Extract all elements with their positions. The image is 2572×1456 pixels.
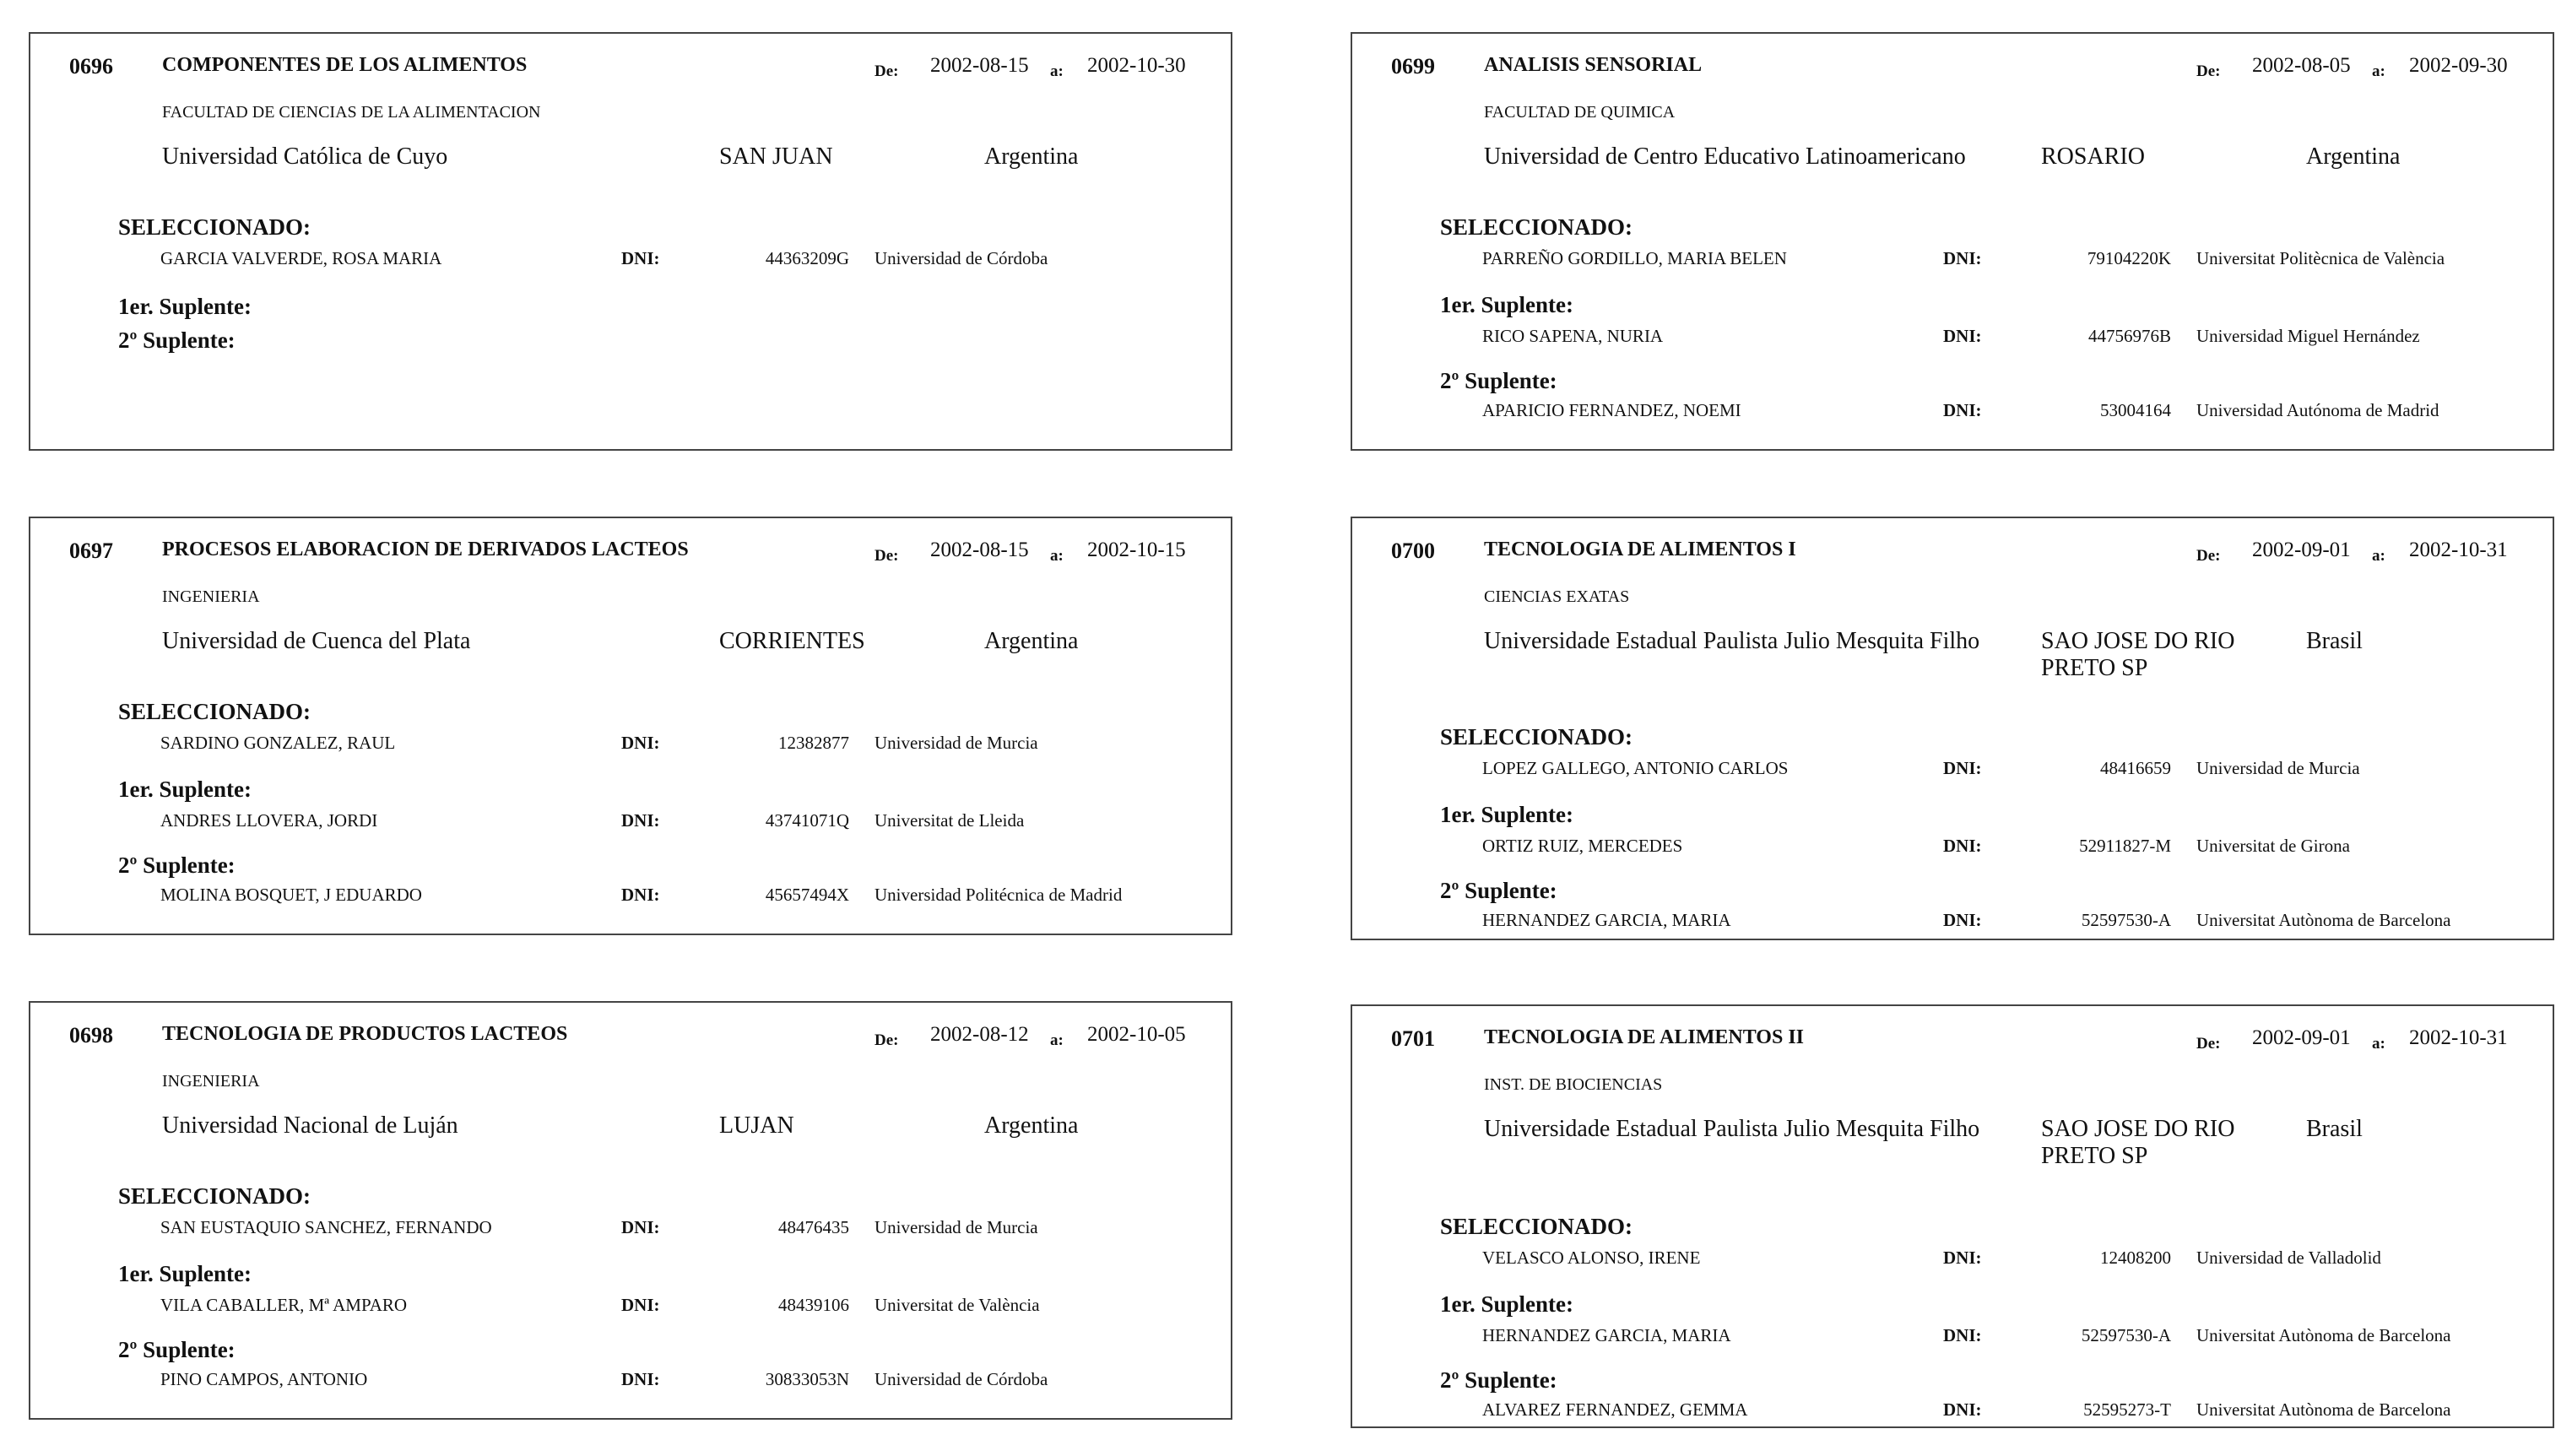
course-card-0700 <box>1351 517 2554 940</box>
dni-label: DNI: <box>621 733 660 753</box>
date-from-label: De: <box>874 62 899 80</box>
date-from: 2002-08-05 <box>2252 54 2351 77</box>
date-to-label: a: <box>2372 62 2385 80</box>
course-card-0701 <box>1351 1004 2554 1428</box>
date-to: 2002-10-05 <box>1087 1023 1186 1046</box>
dni-label: DNI: <box>1943 326 1982 346</box>
date-to-label: a: <box>1050 547 1064 565</box>
host-university: Universidad Nacional de Luján <box>162 1112 458 1139</box>
course-title: TECNOLOGIA DE ALIMENTOS II <box>1484 1026 1804 1048</box>
substitute2-name: HERNANDEZ GARCIA, MARIA <box>1482 910 1731 930</box>
selected-heading: SELECCIONADO: <box>118 1183 311 1209</box>
city-line-1: SAO JOSE DO RIO <box>2041 628 2235 654</box>
substitute2-dni: 53004164 <box>2100 400 2171 420</box>
city-line-1: SAN JUAN <box>719 143 833 170</box>
substitute1-dni: 43741071Q <box>765 810 849 831</box>
selected-university: Universidad de Córdoba <box>874 248 1048 268</box>
dni-label: DNI: <box>621 885 660 905</box>
city <box>2041 628 2234 682</box>
host-university: Universidad de Centro Educativo Latinoamericano <box>1484 143 1966 170</box>
country: Argentina <box>2306 143 2401 170</box>
substitute1-dni: 48439106 <box>778 1295 849 1315</box>
date-from: 2002-08-15 <box>930 539 1029 561</box>
course-card-0699 <box>1351 32 2554 451</box>
course-title: TECNOLOGIA DE ALIMENTOS I <box>1484 539 1796 560</box>
selected-name: PARREÑO GORDILLO, MARIA BELEN <box>1482 248 1787 268</box>
dni-label: DNI: <box>1943 758 1982 778</box>
substitute1-heading: 1er. Suplente: <box>1440 802 1574 827</box>
selected-heading: SELECCIONADO: <box>1440 1214 1633 1239</box>
selected-name: GARCIA VALVERDE, ROSA MARIA <box>160 248 442 268</box>
date-to: 2002-09-30 <box>2409 54 2508 77</box>
host-university: Universidad de Cuenca del Plata <box>162 628 471 654</box>
date-from-label: De: <box>874 1031 899 1049</box>
faculty: INGENIERIA <box>162 1072 260 1091</box>
course-title: TECNOLOGIA DE PRODUCTOS LACTEOS <box>162 1023 568 1045</box>
faculty: INGENIERIA <box>162 587 260 606</box>
substitute1-name: RICO SAPENA, NURIA <box>1482 326 1664 346</box>
substitute2-name: APARICIO FERNANDEZ, NOEMI <box>1482 400 1741 420</box>
substitute2-heading: 2º Suplente: <box>118 852 236 878</box>
substitute1-heading: 1er. Suplente: <box>118 1261 252 1286</box>
faculty: CIENCIAS EXATAS <box>1484 587 1630 606</box>
selected-university: Universidad de Valladolid <box>2196 1248 2381 1268</box>
course-code: 0696 <box>69 54 113 78</box>
host-university: Universidade Estadual Paulista Julio Mesquita Filho <box>1484 628 1980 654</box>
date-to: 2002-10-31 <box>2409 1026 2508 1049</box>
dni-label: DNI: <box>1943 248 1982 268</box>
selected-university: Universidad de Murcia <box>2196 758 2360 778</box>
dni-label: DNI: <box>621 810 660 831</box>
city <box>2041 1116 2234 1170</box>
substitute1-university: Universitat de Lleida <box>874 810 1025 831</box>
substitute2-university: Universidad de Córdoba <box>874 1369 1048 1389</box>
course-code: 0700 <box>1391 539 1435 563</box>
date-from: 2002-08-12 <box>930 1023 1029 1046</box>
faculty: INST. DE BIOCIENCIAS <box>1484 1075 1663 1094</box>
substitute2-name: PINO CAMPOS, ANTONIO <box>160 1369 368 1389</box>
substitute2-heading: 2º Suplente: <box>1440 878 1557 903</box>
substitute1-heading: 1er. Suplente: <box>1440 292 1574 317</box>
substitute1-heading: 1er. Suplente: <box>118 294 252 319</box>
substitute2-dni: 45657494X <box>765 885 849 905</box>
substitute2-name: MOLINA BOSQUET, J EDUARDO <box>160 885 422 905</box>
substitute1-name: ORTIZ RUIZ, MERCEDES <box>1482 836 1683 856</box>
substitute2-heading: 2º Suplente: <box>1440 368 1557 393</box>
city <box>719 1112 794 1139</box>
date-from: 2002-08-15 <box>930 54 1029 77</box>
city <box>719 628 865 655</box>
selected-university: Universidad de Murcia <box>874 733 1038 753</box>
selected-heading: SELECCIONADO: <box>1440 214 1633 240</box>
selected-name: SARDINO GONZALEZ, RAUL <box>160 733 396 753</box>
selected-heading: SELECCIONADO: <box>118 214 311 240</box>
substitute2-heading: 2º Suplente: <box>118 1337 236 1362</box>
selected-dni: 48416659 <box>2100 758 2171 778</box>
course-code: 0701 <box>1391 1026 1435 1051</box>
selected-name: VELASCO ALONSO, IRENE <box>1482 1248 1701 1268</box>
substitute1-heading: 1er. Suplente: <box>118 777 252 802</box>
country: Brasil <box>2306 1116 2363 1142</box>
date-to-label: a: <box>2372 547 2385 565</box>
substitute1-name: ANDRES LLOVERA, JORDI <box>160 810 378 831</box>
date-from-label: De: <box>2196 547 2221 565</box>
host-university: Universidade Estadual Paulista Julio Mesquita Filho <box>1484 1116 1980 1142</box>
date-to-label: a: <box>1050 1031 1064 1049</box>
host-university: Universidad Católica de Cuyo <box>162 143 448 170</box>
course-title: ANALISIS SENSORIAL <box>1484 54 1703 76</box>
substitute1-dni: 52597530-A <box>2081 1325 2171 1345</box>
date-from-label: De: <box>2196 1035 2221 1053</box>
substitute1-dni: 44756976B <box>2087 326 2171 346</box>
course-card-0697 <box>29 517 1232 935</box>
faculty: FACULTAD DE QUIMICA <box>1484 103 1676 122</box>
substitute2-university: Universitat Autònoma de Barcelona <box>2196 910 2451 930</box>
substitute2-heading: 2º Suplente: <box>1440 1367 1557 1393</box>
city-line-1: SAO JOSE DO RIO <box>2041 1116 2235 1142</box>
dni-label: DNI: <box>1943 1399 1982 1420</box>
date-to: 2002-10-30 <box>1087 54 1186 77</box>
country: Argentina <box>984 628 1079 654</box>
city-line-1: LUJAN <box>719 1112 794 1139</box>
city-line-2: PRETO SP <box>2041 1143 2148 1169</box>
date-from: 2002-09-01 <box>2252 1026 2351 1049</box>
date-to: 2002-10-31 <box>2409 539 2508 561</box>
city-line-1: ROSARIO <box>2041 143 2145 170</box>
date-from-label: De: <box>874 547 899 565</box>
selected-heading: SELECCIONADO: <box>118 699 311 724</box>
course-card-0698 <box>29 1001 1232 1420</box>
dni-label: DNI: <box>621 248 660 268</box>
city <box>2041 143 2145 170</box>
dni-label: DNI: <box>621 1217 660 1237</box>
selected-heading: SELECCIONADO: <box>1440 724 1633 750</box>
substitute2-dni: 52595273-T <box>2083 1399 2171 1420</box>
dni-label: DNI: <box>621 1369 660 1389</box>
substitute2-name: ALVAREZ FERNANDEZ, GEMMA <box>1482 1399 1748 1420</box>
course-title: PROCESOS ELABORACION DE DERIVADOS LACTEOS <box>162 539 689 560</box>
course-title: COMPONENTES DE LOS ALIMENTOS <box>162 54 528 76</box>
dni-label: DNI: <box>1943 910 1982 930</box>
selected-dni: 12408200 <box>2100 1248 2171 1268</box>
substitute1-dni: 52911827-M <box>2079 836 2171 856</box>
course-code: 0699 <box>1391 54 1435 78</box>
course-code: 0698 <box>69 1023 113 1047</box>
selected-name: LOPEZ GALLEGO, ANTONIO CARLOS <box>1482 758 1789 778</box>
selected-dni: 48476435 <box>778 1217 849 1237</box>
substitute2-dni: 30833053N <box>765 1369 849 1389</box>
substitute1-heading: 1er. Suplente: <box>1440 1291 1574 1317</box>
substitute1-name: HERNANDEZ GARCIA, MARIA <box>1482 1325 1731 1345</box>
country: Argentina <box>984 1112 1079 1139</box>
selected-university: Universitat Politècnica de València <box>2196 248 2445 268</box>
substitute2-university: Universitat Autònoma de Barcelona <box>2196 1399 2451 1420</box>
selected-dni: 79104220K <box>2087 248 2171 268</box>
selected-dni: 44363209G <box>765 248 849 268</box>
date-to-label: a: <box>2372 1035 2385 1053</box>
substitute2-heading: 2º Suplente: <box>118 327 236 353</box>
city-line-2: PRETO SP <box>2041 655 2148 681</box>
substitute2-university: Universidad Autónoma de Madrid <box>2196 400 2439 420</box>
dni-label: DNI: <box>1943 1325 1982 1345</box>
date-to: 2002-10-15 <box>1087 539 1186 561</box>
substitute2-university: Universidad Politécnica de Madrid <box>874 885 1123 905</box>
dni-label: DNI: <box>1943 836 1982 856</box>
date-to-label: a: <box>1050 62 1064 80</box>
country: Brasil <box>2306 628 2363 654</box>
date-from: 2002-09-01 <box>2252 539 2351 561</box>
substitute2-dni: 52597530-A <box>2081 910 2171 930</box>
substitute1-university: Universidad Miguel Hernández <box>2196 326 2420 346</box>
city-line-1: CORRIENTES <box>719 628 865 654</box>
course-card-0696 <box>29 32 1232 451</box>
date-from-label: De: <box>2196 62 2221 80</box>
selected-university: Universidad de Murcia <box>874 1217 1038 1237</box>
selected-name: SAN EUSTAQUIO SANCHEZ, FERNANDO <box>160 1217 492 1237</box>
faculty: FACULTAD DE CIENCIAS DE LA ALIMENTACION <box>162 103 541 122</box>
dni-label: DNI: <box>621 1295 660 1315</box>
city <box>719 143 833 170</box>
substitute1-university: Universitat Autònoma de Barcelona <box>2196 1325 2451 1345</box>
dni-label: DNI: <box>1943 400 1982 420</box>
dni-label: DNI: <box>1943 1248 1982 1268</box>
substitute1-name: VILA CABALLER, Mª AMPARO <box>160 1295 408 1315</box>
country: Argentina <box>984 143 1079 170</box>
course-code: 0697 <box>69 539 113 563</box>
selected-dni: 12382877 <box>778 733 849 753</box>
substitute1-university: Universitat de València <box>874 1295 1040 1315</box>
substitute1-university: Universitat de Girona <box>2196 836 2350 856</box>
